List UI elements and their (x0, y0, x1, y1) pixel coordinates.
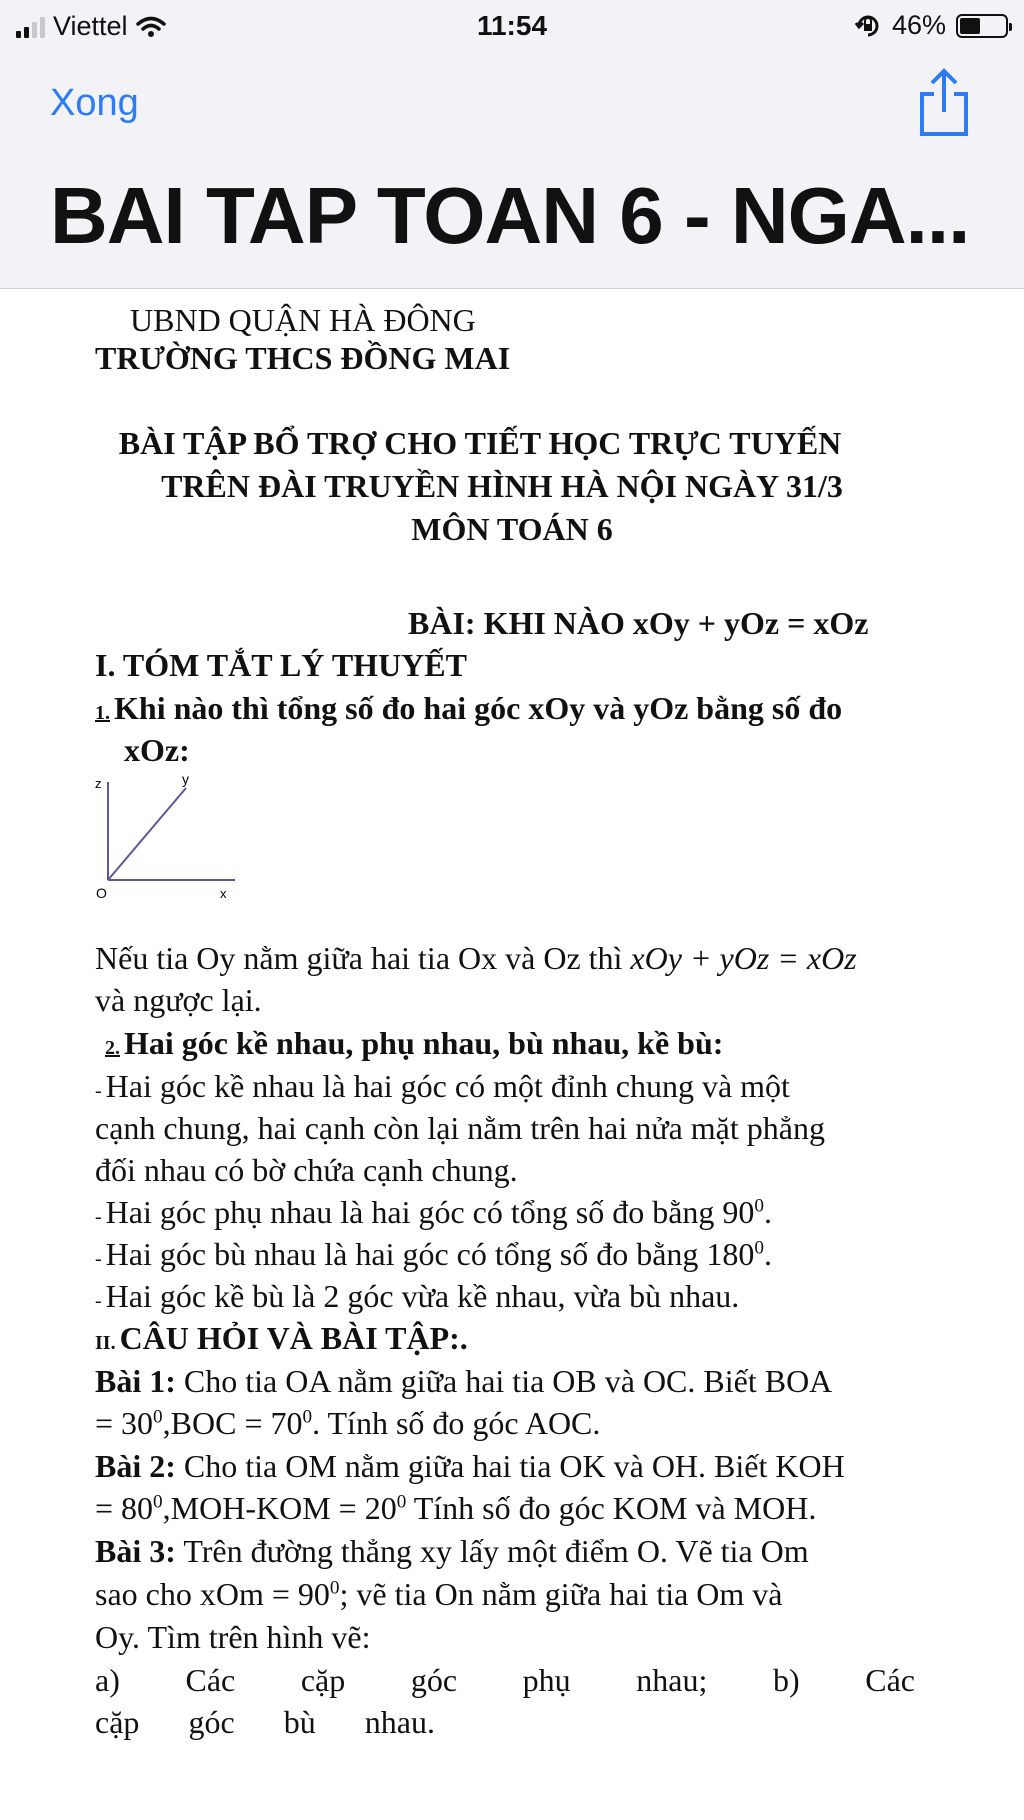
angle-figure (90, 770, 250, 905)
definition-complementary-text: Hai góc phụ nhau là hai góc có tổng số đo bằng 90 (105, 1194, 755, 1230)
status-right (854, 10, 1008, 41)
rotation-lock-icon (854, 12, 882, 40)
section-heading-theory: I. TÓM TẮT LÝ THUYẾT (95, 647, 467, 683)
theory-paragraph-cont: và ngược lại. (95, 982, 262, 1018)
nav-bar (0, 52, 1024, 289)
definition-supplementary: - Hai góc bù nhau là hai góc có tổng số đo bằng $180^0$. (95, 1236, 773, 1272)
degree-sign: 0 (754, 1195, 765, 1217)
doc-title-subject: MÔN TOÁN 6 (411, 511, 613, 547)
exercise-2 (95, 1448, 845, 1485)
definition-complementary: - Hai góc phụ nhau là hai góc có tổng số đo bằng $90^0$. (95, 1194, 773, 1230)
subsection-1-heading (95, 690, 842, 727)
theory-paragraph (95, 940, 857, 977)
exercise-2-text: Cho tia OM nằm giữa hai tia OK và OH. Biết KOH (183, 1448, 845, 1484)
battery-icon (956, 14, 1008, 38)
exercise-3-cont3: a) Các cặp góc phụ nhau; b) Các (95, 1662, 915, 1698)
exercise-3-cont1: sao cho xOm = $90^0$; vẽ tia On nằm giữa hai tia Om và (95, 1576, 783, 1612)
exercise-1 (95, 1363, 832, 1400)
done-button[interactable]: Xong (50, 82, 139, 124)
subsection-1-heading-cont: xOz: (124, 732, 190, 768)
definition-linear-pair: - Hai góc kề bù là 2 góc vừa kề nhau, vừa bù nhau. (95, 1278, 740, 1314)
definition-adjacent-text: Hai góc kề nhau là hai góc có một đỉnh chung và một (105, 1068, 790, 1104)
exercise-1-label: Bài 1: (95, 1363, 176, 1399)
section-2-number: II. (95, 1332, 116, 1354)
definition-adjacent: - Hai góc kề nhau là hai góc có một đỉnh chung và một (95, 1068, 790, 1104)
exercise-1-cont: = $30^0,BOC = 70^0$. Tính số đo góc AOC. (95, 1405, 601, 1441)
definition-adjacent-cont1: cạnh chung, hai cạnh còn lại nằm trên hai nửa mặt phẳng (95, 1110, 825, 1146)
document-title: BAI TAP TOAN 6 - NGA... (50, 171, 970, 260)
battery-fill (960, 18, 980, 34)
status-time: 11:54 (476, 10, 548, 41)
exercise-2-cont: = $80^0,MOH$-KOM = $20^0$ Tính số đo góc KOM và MOH. (95, 1490, 817, 1526)
subsection-1-number: 1. (95, 702, 110, 724)
theory-formula: xOy + yOz = xOz (630, 940, 857, 976)
subsection-1-text: Khi nào thì tổng số đo hai góc xOy và yOz bằng số đo (114, 690, 843, 726)
exercise-1-text: Cho tia OA nằm giữa hai tia OB và OC. Biết BOA (183, 1363, 833, 1399)
figure-label-y: y (182, 771, 189, 787)
section-2-text: CÂU HỎI VÀ BÀI TẬP:. (119, 1320, 468, 1356)
share-icon[interactable] (914, 68, 974, 138)
subsection-2-text: Hai góc kề nhau, phụ nhau, bù nhau, kề bù: (124, 1025, 724, 1061)
figure-label-o: O (96, 885, 107, 901)
doc-title-line2: TRÊN ĐÀI TRUYỀN HÌNH HÀ NỘI NGÀY 31/3 (161, 468, 843, 504)
exercise-3-cont2: Oy. Tìm trên hình vẽ: (95, 1619, 371, 1655)
exercise-3-text: Trên đường thẳng xy lấy một điểm O. Vẽ tia Om (183, 1533, 809, 1569)
definition-supplementary-text: Hai góc bù nhau là hai góc có tổng số đo bằng 180 (105, 1236, 755, 1272)
lesson-title: BÀI: KHI NÀO xOy + yOz = xOz (408, 605, 869, 641)
doc-title-line1: BÀI TẬP BỔ TRỢ CHO TIẾT HỌC TRỰC TUYẾN (118, 425, 842, 461)
status-bar (0, 0, 1024, 52)
definition-adjacent-cont2: đối nhau có bờ chứa cạnh chung. (95, 1152, 518, 1188)
doc-header-school: TRƯỜNG THCS ĐỒNG MAI (95, 340, 511, 376)
degree-sign: 0 (754, 1237, 765, 1259)
document-page (0, 290, 1024, 1820)
subsection-2-number: 2. (105, 1037, 120, 1059)
theory-paragraph-text: Nếu tia Oy nằm giữa hai tia Ox và Oz thì (95, 940, 623, 976)
section-heading-exercises (95, 1320, 468, 1357)
definition-linear-pair-text: Hai góc kề bù là 2 góc vừa kề nhau, vừa bù nhau. (105, 1278, 740, 1314)
subsection-2-heading (105, 1025, 723, 1062)
figure-label-z: z (95, 776, 102, 791)
exercise-3-cont4: cặp góc bù nhau. (95, 1704, 435, 1740)
carrier-label: Viettel (53, 11, 128, 41)
exercise-3-label: Bài 3: (95, 1533, 176, 1569)
exercise-3 (95, 1533, 809, 1570)
exercise-2-label: Bài 2: (95, 1448, 176, 1484)
battery-percent: 46% (891, 10, 946, 40)
figure-label-x: x (220, 886, 227, 901)
doc-header-district: UBND QUẬN HÀ ĐÔNG (130, 302, 476, 338)
